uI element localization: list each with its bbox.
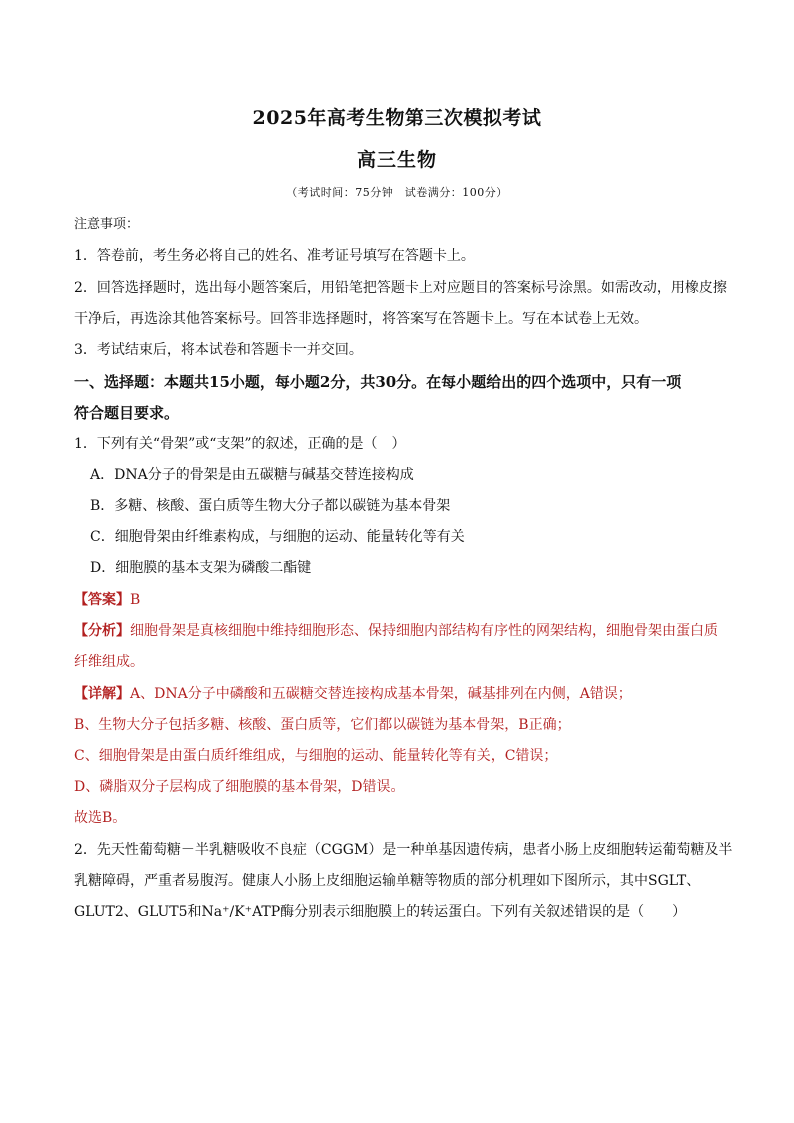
detail-c: C、细胞骨架是由蛋白质纤维组成，与细胞的运动、能量转化等有关，C错误； xyxy=(74,748,558,764)
exam-title: 2025年高考生物第三次模拟考试 xyxy=(252,107,542,129)
analysis-tag: 【分析】 xyxy=(74,623,130,639)
conclusion: 故选B。 xyxy=(74,810,127,826)
detail-a: A、DNA分子中磷酸和五碳糖交替连接构成基本骨架，碱基排列在内侧，A错误； xyxy=(130,686,632,702)
exam-subtitle: 高三生物 xyxy=(356,149,437,171)
note-2: 2．回答选择题时，选出每小题答案后，用铅笔把答题卡上对应题目的答案标号涂黑。如需改动，用橡皮擦 xyxy=(74,280,727,296)
exam-info: （考试时间：75分钟 试卷满分：100分） xyxy=(286,186,508,199)
note-3: 3．考试结束后，将本试卷和答题卡一并交回。 xyxy=(74,342,363,358)
answer-tag: 【答案】 xyxy=(74,592,130,608)
note-2-cont: 干净后，再选涂其他答案标号。回答非选择题时，将答案写在答题卡上。写在本试卷上无效。 xyxy=(74,311,648,327)
question-1-option-d: D．细胞膜的基本支架为磷酸二酯键 xyxy=(90,560,312,576)
question-2-line-1: 2．先天性葡萄糖－半乳糖吸收不良症（CGGM）是一种单基因遗传病，患者小肠上皮细胞转运葡萄糖及半 xyxy=(74,842,733,858)
analysis-text-cont: 纤维组成。 xyxy=(74,654,144,670)
analysis-line xyxy=(74,621,742,641)
section-heading: 一、选择题：本题共15小题，每小题2分，共30分。在每小题给出的四个选项中，只有一项 xyxy=(74,373,682,391)
answer-value: B xyxy=(130,592,141,608)
question-1-option-c: C．细胞骨架由纤维素构成，与细胞的运动、能量转化等有关 xyxy=(90,529,465,545)
analysis-text: 细胞骨架是真核细胞中维持细胞形态、保持细胞内部结构有序性的网架结构，细胞骨架由蛋白质 xyxy=(130,623,718,639)
question-1-stem: 1．下列有关“骨架”或“支架”的叙述，正确的是（ ） xyxy=(74,436,406,452)
detail-b: B、生物大分子包括多糖、核酸、蛋白质等，它们都以碳链为基本骨架，B正确； xyxy=(74,717,571,733)
detail-line xyxy=(74,684,742,704)
question-2-line-2: 乳糖障碍，严重者易腹泻。健康人小肠上皮细胞运输单糖等物质的部分机理如下图所示，其中SGLT、 xyxy=(74,873,701,889)
detail-d: D、磷脂双分子层构成了细胞膜的基本骨架，D错误。 xyxy=(74,779,405,795)
answer-line xyxy=(74,590,742,610)
notes-heading: 注意事项： xyxy=(74,217,140,232)
note-1: 1．答卷前，考生务必将自己的姓名、准考证号填写在答题卡上。 xyxy=(74,248,475,264)
section-heading-cont: 符合题目要求。 xyxy=(74,404,180,422)
question-1-option-a: A．DNA分子的骨架是由五碳糖与碱基交替连接构成 xyxy=(90,467,414,483)
question-2-line-3: GLUT2、GLUT5和Na⁺/K⁺ATP酶分别表示细胞膜上的转运蛋白。下列有关叙述错误的是（ ） xyxy=(74,904,687,920)
detail-tag: 【详解】 xyxy=(74,686,130,702)
question-1-option-b: B．多糖、核酸、蛋白质等生物大分子都以碳链为基本骨架 xyxy=(90,498,451,514)
